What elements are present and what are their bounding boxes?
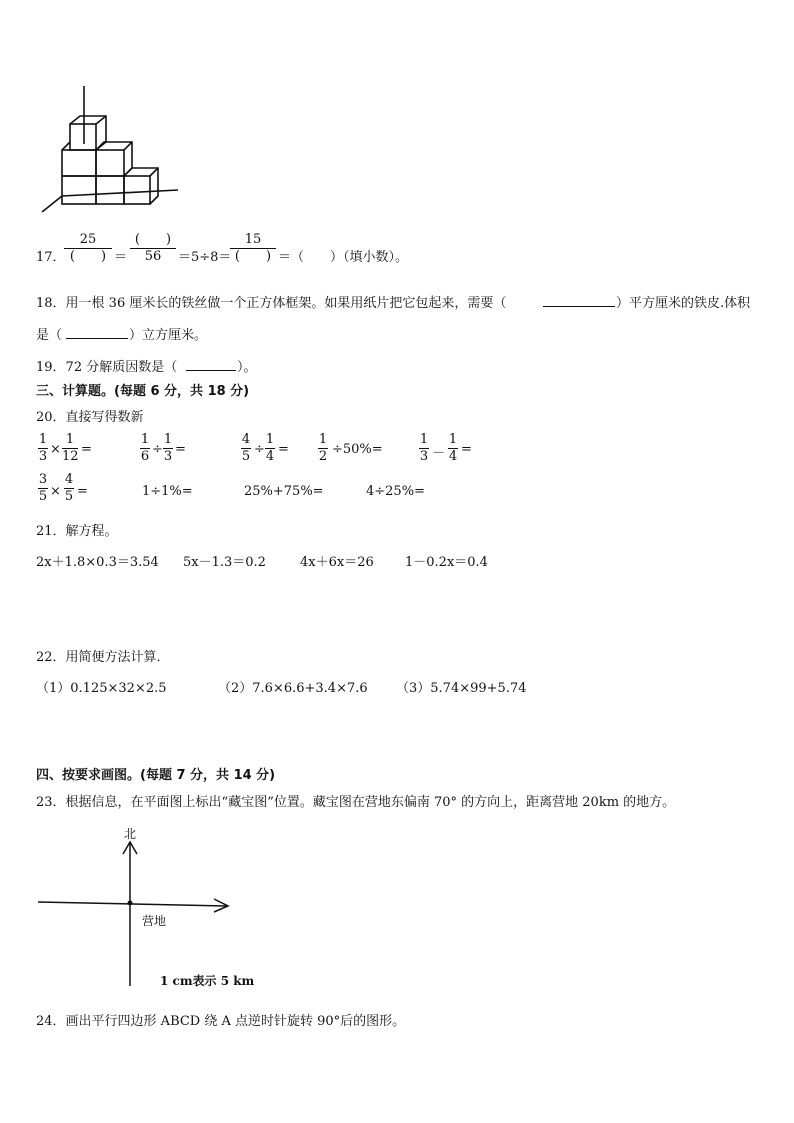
cube-stack-figure xyxy=(36,84,186,219)
q20-r1-5-op: － xyxy=(432,446,446,461)
q20-r1-4-tail: ÷50%= xyxy=(332,442,383,457)
q18-answer-blank-2[interactable] xyxy=(66,338,128,339)
camp-label: 营地 xyxy=(142,914,167,928)
q21-equation: 5x－1.3＝0.2 xyxy=(183,555,266,570)
scale-label: 1 cm表示 5 km xyxy=(160,974,255,988)
section-3-heading: 三、计算题。(每题 6 分，共 18 分) xyxy=(36,384,250,399)
q20-r1-1-op: × xyxy=(50,442,61,457)
q17-number: 17． xyxy=(36,250,66,265)
q20-r1-1-b: 1 12 xyxy=(62,432,79,464)
q17-f2-numerator: ( ) xyxy=(134,232,172,247)
q23-plan-diagram xyxy=(36,822,255,992)
q17-f1-denominator: ( ) xyxy=(69,249,107,264)
q17-fraction-2 xyxy=(130,232,176,265)
q20-r2-item: 1÷1%= xyxy=(142,484,193,499)
q21-title: 21．解方程。 xyxy=(36,524,118,539)
q20-r2-1-a: 3 5 xyxy=(38,472,48,504)
q18-answer-blank-1[interactable] xyxy=(543,306,615,307)
q18-line1-start: 18．用一根 36 厘米长的铁丝做一个正方体框架。如果用纸片把它包起来，需要（ xyxy=(36,296,507,311)
q18-line2-end: ）立方厘米。 xyxy=(129,328,208,343)
q20-r1-1-a: 1 3 xyxy=(38,432,48,464)
q20-r1-2-op: ÷ xyxy=(152,442,163,457)
q19-end: ）。 xyxy=(237,360,257,375)
q20-r1-3-eq: = xyxy=(278,442,289,457)
north-label: 北 xyxy=(124,827,137,841)
q17-f2-denominator: 56 xyxy=(144,249,162,264)
q22-item: （3）5.74×99+5.74 xyxy=(396,681,527,696)
q17-f3-numerator: 15 xyxy=(244,232,262,247)
q24-text: 24．画出平行四边形 ABCD 绕 A 点逆时针旋转 90°后的图形。 xyxy=(36,1014,406,1029)
q17-fraction-1 xyxy=(64,232,112,265)
q20-r2-1-b: 4 5 xyxy=(64,472,74,504)
q20-r1-5-a: 1 3 xyxy=(419,432,429,464)
q20-r2-item: 4÷25%= xyxy=(366,484,425,499)
q21-equation: 4x＋6x＝26 xyxy=(300,555,374,570)
q22-item: （2）7.6×6.6+3.4×7.6 xyxy=(218,681,368,696)
q20-r1-4-a: 1 2 xyxy=(318,432,328,464)
q20-r1-3-op: ÷ xyxy=(254,442,265,457)
axes-graphic xyxy=(36,822,236,992)
q20-r1-5-b: 1 4 xyxy=(448,432,458,464)
section-4-heading: 四、按要求画图。(每题 7 分，共 14 分) xyxy=(36,768,276,783)
q17-f3-denominator: ( ) xyxy=(234,249,272,264)
q17-middle: ＝5÷8＝ xyxy=(178,250,232,265)
q20-r1-1-eq: = xyxy=(81,442,92,457)
q22-item: （1）0.125×32×2.5 xyxy=(36,681,167,696)
q20-r1-2-b: 1 3 xyxy=(163,432,173,464)
q20-r1-3-b: 1 4 xyxy=(265,432,275,464)
q20-r1-2-a: 1 6 xyxy=(140,432,150,464)
q20-r1-2-eq: = xyxy=(175,442,186,457)
q20-title: 20．直接写得数新 xyxy=(36,410,144,425)
q22-title: 22．用简便方法计算． xyxy=(36,650,170,665)
q17-tail: ＝（ ）（填小数）。 xyxy=(278,250,409,265)
q17-fraction-3 xyxy=(230,232,276,265)
q21-equation: 2x＋1.8×0.3＝3.54 xyxy=(36,555,159,570)
q17-equals: ＝ xyxy=(114,250,128,265)
q21-equation: 1－0.2x＝0.4 xyxy=(405,555,488,570)
q17-f1-numerator: 25 xyxy=(79,232,97,247)
q20-r2-1-eq: = xyxy=(77,484,88,499)
q19-answer-blank[interactable] xyxy=(186,370,236,371)
q23-text: 23．根据信息，在平面图上标出“藏宝图”位置。藏宝图在营地东偏南 70° 的方向上，距离营地 20km 的地方。 xyxy=(36,795,676,810)
q20-r1-5-eq: = xyxy=(461,442,472,457)
q18-line2-start: 是（ xyxy=(36,328,63,343)
q20-r2-1-op: × xyxy=(50,484,61,499)
q19-text: 19．72 分解质因数是（ xyxy=(36,360,178,375)
q20-r1-3-a: 4 5 xyxy=(241,432,251,464)
q18-line1-end: ）平方厘米的铁皮.体积 xyxy=(616,296,751,311)
q20-r2-item: 25%+75%= xyxy=(244,484,324,499)
